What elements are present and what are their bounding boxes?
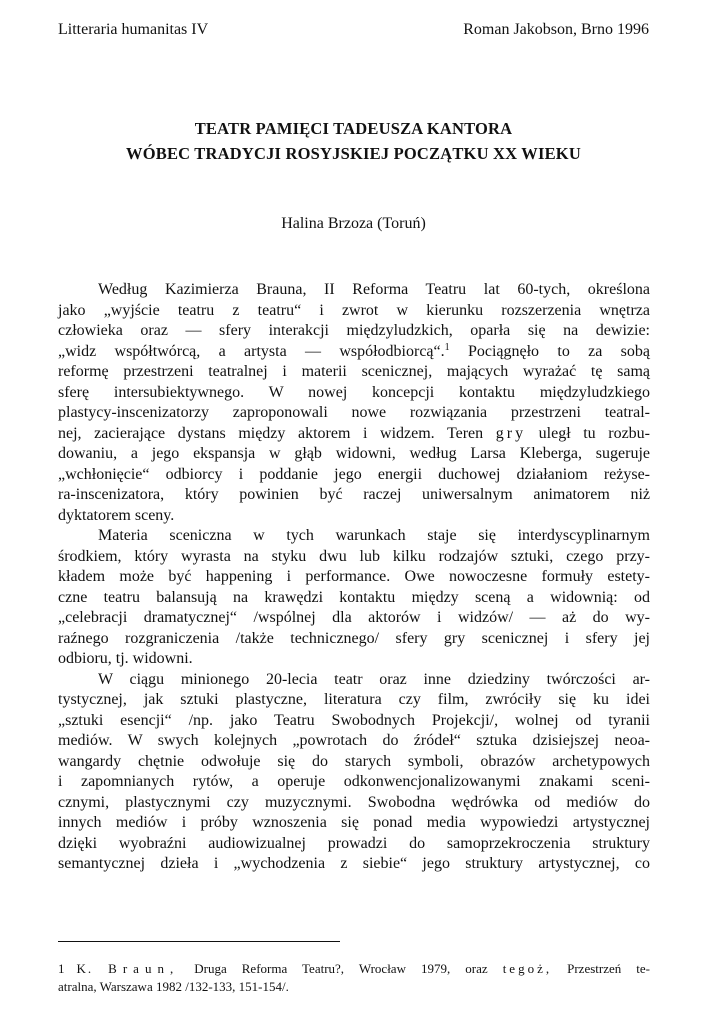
title-line-1: TEATR PAMIĘCI TADEUSZA KANTORA (194, 119, 513, 138)
paragraph-3 (58, 670, 650, 875)
text-line: dowaniu, a jego ekspansja w głąb widowni, według Larsa Kleberga, sugeruje (58, 445, 650, 462)
text-line: „celebracji dramatycznej“ /wspólnej dla aktorów i widzów/ — aż do wy- (58, 609, 650, 626)
footnote-initial: K. (76, 961, 94, 976)
title-line-2: WÓBEC TRADYCJI ROSYJSKIEJ POCZĄTKU XX WIEKU (126, 144, 581, 163)
text-line: plastycy-inscenizatorzy zaproponowali nowe rozwiązania przestrzeni teatral- (58, 404, 650, 421)
text-line: wangardy chętnie odwołuje się do starych symboli, obrazów archetypowych (58, 752, 650, 770)
text-line: Według Kazimierza Brauna, II Reforma Teatru lat 60-tych, określona (98, 281, 650, 298)
article-body (58, 280, 650, 875)
footnote-number: 1 (58, 961, 65, 976)
footnote-divider (58, 941, 340, 942)
text-line: „wchłonięcie“ odbiorcy i poddanie jego energii duchowej działaniom reżyse- (58, 465, 650, 483)
text-line: tystycznej, jak sztuki plastyczne, literatura czy film, zwróciły się ku idei (58, 691, 650, 708)
text-line: „sztuki esencji“ /np. jako Teatru Swobodnych Projekcji/, wolnej od tyranii (58, 711, 650, 729)
footnote (58, 960, 650, 996)
text-line (58, 424, 650, 445)
text-line: semantycznej dzieła i „wychodzenia z siebie“ jego struktury artystycznej, co (58, 855, 650, 872)
text-line: W ciągu minionego 20-lecia teatr oraz inne dziedziny twórczości ar- (98, 670, 650, 688)
footnote-author: Braun, (108, 961, 180, 976)
text-line: i zapomnianych rytów, a operuje odkonwencjonalizowanymi znakami sceni- (58, 773, 650, 790)
footnote-text-end: Przestrzeń te- (567, 961, 651, 976)
journal-title: Litteraria humanitas IV (58, 21, 209, 38)
text-line: sferę intersubiektywnego. W nowej koncepcji kontaktu międzyludzkiego (58, 383, 650, 401)
text-line: mediów. W swych kolejnych „powrotach do źródeł“ sztuka dzisiejszej neoa- (58, 732, 650, 749)
paragraph-2 (58, 526, 650, 670)
text-line: kładem może być happening i performance. Owe nowoczesne formuły estety- (58, 568, 650, 585)
text-line: dyktatorem sceny. (58, 506, 175, 524)
footnote-tegoz: tegoż, (502, 961, 553, 976)
text-line: człowieka oraz — sfery interakcji międzyludzkich, oparła się na dewizie: (58, 322, 650, 339)
text-line: jako „wyjście teatru z teatru“ i zwrot w kierunku rozszerzenia wnętrza (58, 301, 650, 319)
footnote-reference: 1 (444, 341, 450, 353)
spaced-word: gry (495, 424, 527, 442)
author-name: Halina Brzoza (Toruń) (281, 215, 426, 232)
text-line: czne teatru balansują na krawędzi kontaktu między sceną a widownią: od (58, 588, 650, 606)
footnote-line (58, 960, 650, 978)
text-line: odbioru, tj. widowni. (58, 650, 193, 667)
article-title (40, 116, 667, 166)
conference-info: Roman Jakobson, Brno 1996 (463, 21, 649, 38)
text-line: raźnego rozgraniczenia /także technicznego/ sfery gry scenicznej i sfery jej (58, 629, 650, 647)
text-line: cznymi, plastycznymi czy muzycznymi. Swobodna wędrówka od mediów do (58, 793, 650, 811)
text-line: reformę przestrzeni teatralnej i materii scenicznej, mających wyrażać tę samą (58, 363, 650, 380)
text-fragment: „widz współtwórcą, a artysta — współodbiorcą“. (58, 342, 445, 360)
text-line: środkiem, który wyrasta na styku dwu lub kilku rodzajów sztuki, czego przy- (58, 547, 650, 565)
text-line: Materia sceniczna w tych warunkach staje się interdyscyplinarnym (98, 527, 650, 544)
text-fragment: uległ tu rozbu- (526, 424, 650, 442)
text-line (58, 342, 650, 363)
paragraph-1 (58, 280, 650, 526)
text-line: innych mediów i próby wznoszenia się ponad media wypowiedzi artystycznej (58, 814, 650, 831)
footnote-line: atralna, Warszawa 1982 /132-133, 151-154/. (58, 979, 289, 994)
text-fragment: nej, zacierające dystans między aktorem i widzem. Teren (58, 424, 496, 442)
text-line: ra-inscenizatora, który powinien być raczej uniwersalnym animatorem niż (58, 486, 650, 503)
text-line: dzięki wyobraźni audiowizualnej prowadzi do samoprzekroczenia struktury (58, 834, 650, 852)
text-fragment: Pociągnęło to za sobą (449, 342, 651, 360)
footnote-text: Druga Reforma Teatru?, Wrocław 1979, oraz (194, 961, 488, 976)
running-header (58, 20, 649, 40)
